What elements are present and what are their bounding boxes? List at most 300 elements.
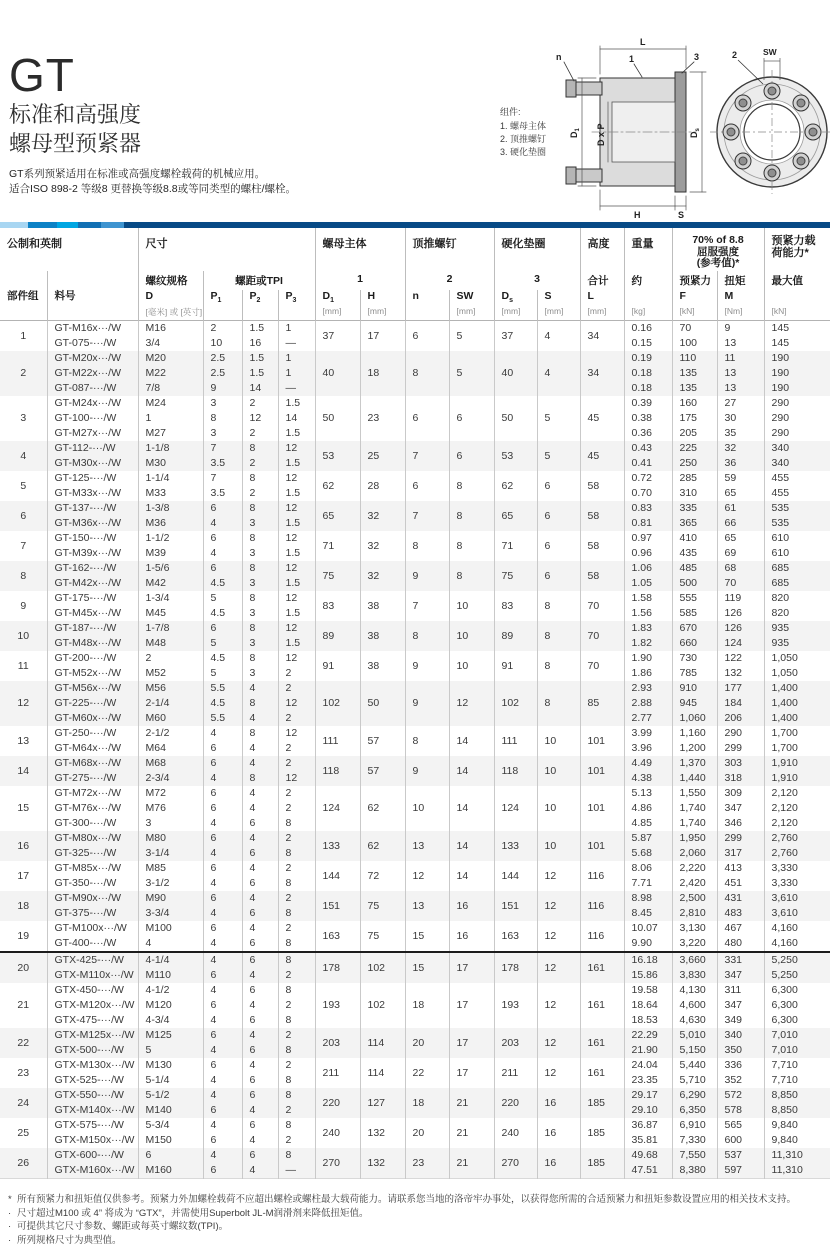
cell-p1: 5 <box>203 666 242 681</box>
cell-weight-kg: 21.90 <box>624 1043 672 1058</box>
cell-preload-f: 2,810 <box>672 906 717 921</box>
cell-d: 1-1/4 <box>138 471 203 486</box>
cell-max-load: 535 <box>764 516 830 531</box>
cell-s: 10 <box>537 726 580 756</box>
table-row <box>0 561 830 576</box>
part-group-number: 18 <box>0 891 47 921</box>
cell-preload-f: 2,420 <box>672 876 717 891</box>
cell-p2: 4 <box>242 1133 278 1148</box>
cell-max-load: 820 <box>764 606 830 621</box>
col-header-d1: $D_1$ <box>315 290 360 306</box>
cell-h: 57 <box>360 726 405 756</box>
cell-sw: 17 <box>449 1028 494 1058</box>
cell-p3: 2 <box>278 1133 315 1148</box>
cell-p1: 6 <box>203 861 242 876</box>
cell-d1: 50 <box>315 396 360 441</box>
cell-torque-m: 347 <box>717 998 764 1013</box>
cell-d: 3 <box>138 816 203 831</box>
jackbolt-bottom-shaft <box>574 169 602 182</box>
cell-p3: 1.5 <box>278 546 315 561</box>
footnote-marker: * <box>8 1194 12 1205</box>
cell-h: 17 <box>360 321 405 352</box>
cell-preload-f: 670 <box>672 621 717 636</box>
cell-p2: 2 <box>242 396 278 411</box>
cell-preload-f: 2,060 <box>672 846 717 861</box>
cell-weight-kg: 0.18 <box>624 381 672 396</box>
part-number: GT-100-···/W <box>47 411 138 426</box>
cell-d: M22 <box>138 366 203 381</box>
cell-h: 23 <box>360 396 405 441</box>
cell-l: 45 <box>580 396 624 441</box>
cell-max-load: 3,330 <box>764 861 830 876</box>
cell-torque-m: 132 <box>717 666 764 681</box>
part-number: GT-M80x···/W <box>47 831 138 846</box>
cell-d: M39 <box>138 546 203 561</box>
cell-p2: 8 <box>242 726 278 741</box>
cell-p3: 2 <box>278 756 315 771</box>
cell-preload-f: 1,440 <box>672 771 717 786</box>
cell-p2: 6 <box>242 876 278 891</box>
part-group-number: 15 <box>17 802 30 814</box>
cell-s: 12 <box>537 952 580 983</box>
color-strip-segment <box>101 222 124 228</box>
cell-torque-m: 349 <box>717 1013 764 1028</box>
cell-d1: 102 <box>315 681 360 726</box>
cell-h: 62 <box>360 831 405 861</box>
cell-preload-f: 135 <box>672 366 717 381</box>
cell-d: 1 <box>138 411 203 426</box>
cell-s: 16 <box>537 1088 580 1118</box>
cell-torque-m: 451 <box>717 876 764 891</box>
cell-p1: 6 <box>203 1058 242 1073</box>
cell-preload-f: 250 <box>672 456 717 471</box>
cell-ds: 211 <box>494 1058 537 1088</box>
color-strip-segment <box>0 222 28 228</box>
cell-preload-f: 1,740 <box>672 816 717 831</box>
cell-max-load: 3,330 <box>764 876 830 891</box>
cell-p3: 1 <box>278 321 315 337</box>
cell-p1: 5.5 <box>203 711 242 726</box>
cell-p1: 6 <box>203 1133 242 1148</box>
cell-h: 75 <box>360 921 405 952</box>
cell-s: 6 <box>537 531 580 561</box>
cell-sw: 16 <box>449 921 494 952</box>
cell-p2: 6 <box>242 1088 278 1103</box>
spec-table <box>0 228 830 1179</box>
cell-l: 70 <box>580 591 624 621</box>
cell-d: M45 <box>138 606 203 621</box>
cell-p2: 6 <box>242 1073 278 1088</box>
part-number: GT-M72x···/W <box>47 786 138 801</box>
cell-p1: 4 <box>203 771 242 786</box>
part-number: GT-M90x···/W <box>47 891 138 906</box>
cell-p1: 6 <box>203 621 242 636</box>
subheader-thread-spec: 螺纹规格 <box>138 271 203 290</box>
cell-d: 2-3/4 <box>138 771 203 786</box>
cell-max-load: 6,300 <box>764 998 830 1013</box>
cell-p2: 8 <box>242 441 278 456</box>
cell-preload-f: 2,500 <box>672 891 717 906</box>
cell-weight-kg: 8.98 <box>624 891 672 906</box>
cell-p2: 2 <box>242 426 278 441</box>
part-group-number: 9 <box>20 599 27 612</box>
cell-p3: 12 <box>278 621 315 636</box>
cell-p1: 5 <box>203 636 242 651</box>
cell-torque-m: 346 <box>717 816 764 831</box>
cell-torque-m: 122 <box>717 651 764 666</box>
cell-torque-m: 480 <box>717 936 764 952</box>
cell-max-load: 820 <box>764 591 830 606</box>
cell-torque-m: 336 <box>717 1058 764 1073</box>
cell-p3: 8 <box>278 1073 315 1088</box>
cell-preload-f: 435 <box>672 546 717 561</box>
subheader-item-2: 2 <box>405 271 494 290</box>
cell-preload-f: 5,150 <box>672 1043 717 1058</box>
cell-max-load: 7,010 <box>764 1028 830 1043</box>
cell-d: M20 <box>138 351 203 366</box>
cell-l: 101 <box>580 726 624 756</box>
cell-p1: 4.5 <box>203 606 242 621</box>
cell-weight-kg: 1.05 <box>624 576 672 591</box>
cell-h: 132 <box>360 1148 405 1179</box>
cell-weight-kg: 1.58 <box>624 591 672 606</box>
cell-preload-f: 7,330 <box>672 1133 717 1148</box>
cell-weight-kg: 18.64 <box>624 998 672 1013</box>
legend-item-washer: 3. 硬化垫圈 <box>500 147 547 157</box>
cell-p2: 4 <box>242 711 278 726</box>
cell-torque-m: 331 <box>717 952 764 968</box>
callout-1: 1 <box>629 54 635 64</box>
cell-p1: 4 <box>203 816 242 831</box>
cell-p2: 6 <box>242 1148 278 1163</box>
cell-p2: 8 <box>242 561 278 576</box>
cell-p1: 7 <box>203 441 242 456</box>
cell-max-load: 1,050 <box>764 651 830 666</box>
cell-p3: 14 <box>278 411 315 426</box>
cell-max-load: 5,250 <box>764 968 830 983</box>
cell-torque-m: 311 <box>717 983 764 998</box>
cell-weight-kg: 36.87 <box>624 1118 672 1133</box>
cell-max-load: 9,840 <box>764 1133 830 1148</box>
part-number: GT-M64x···/W <box>47 741 138 756</box>
footnotes <box>8 1193 822 1247</box>
cell-weight-kg: 2.77 <box>624 711 672 726</box>
cell-p3: 2 <box>278 741 315 756</box>
cell-h: 102 <box>360 952 405 983</box>
cell-s: 12 <box>537 891 580 921</box>
part-group-number: 11 <box>17 659 29 672</box>
cell-p1: 3.5 <box>203 456 242 471</box>
cell-n: 15 <box>405 952 449 983</box>
cell-p2: 4 <box>242 681 278 696</box>
cell-ds: 89 <box>494 621 537 651</box>
section-metric-imperial: 公制和英制 <box>7 238 62 250</box>
cell-n: 18 <box>405 983 449 1028</box>
cell-torque-m: 303 <box>717 756 764 771</box>
cell-s: 10 <box>537 756 580 786</box>
cell-weight-kg: 0.39 <box>624 396 672 411</box>
cell-weight-kg: 0.41 <box>624 456 672 471</box>
cell-l: 58 <box>580 471 624 501</box>
cell-p3: 1 <box>278 351 315 366</box>
cell-p2: 3 <box>242 606 278 621</box>
cell-preload-f: 1,550 <box>672 786 717 801</box>
page-header <box>0 0 830 222</box>
cell-torque-m: 119 <box>717 591 764 606</box>
subheader-torque: 扭矩 <box>717 271 764 290</box>
cell-weight-kg: 1.56 <box>624 606 672 621</box>
cell-weight-kg: 0.43 <box>624 441 672 456</box>
col-header-f: F <box>672 290 717 306</box>
cell-max-load: 935 <box>764 621 830 636</box>
part-group-number: 17 <box>17 869 30 882</box>
cell-p1: 6 <box>203 998 242 1013</box>
cell-ds: 91 <box>494 651 537 681</box>
cell-weight-kg: 0.96 <box>624 546 672 561</box>
cell-l: 161 <box>580 1058 624 1088</box>
subheader-preload: 预紧力 <box>672 271 717 290</box>
footnote-text: 可提供其它尺寸参数、螺距或每英寸螺纹数(TPI)。 <box>17 1221 229 1232</box>
part-group-number: 5 <box>20 479 27 492</box>
cell-d: 1-3/8 <box>138 501 203 516</box>
table-row <box>0 952 830 968</box>
subheader-item-3: 3 <box>494 271 580 290</box>
cell-sw: 21 <box>449 1148 494 1179</box>
cell-max-load: 3,610 <box>764 891 830 906</box>
cell-max-load: 7,710 <box>764 1073 830 1088</box>
col-header-s: S <box>537 290 580 306</box>
cell-weight-kg: 19.58 <box>624 983 672 998</box>
cell-max-load: 7,010 <box>764 1043 830 1058</box>
cross-section-view <box>556 37 706 220</box>
subheader-max: 最大值 <box>764 271 830 290</box>
cell-max-load: 935 <box>764 636 830 651</box>
part-number: GTX-M120x···/W <box>47 998 138 1013</box>
cell-p3: 1.5 <box>278 606 315 621</box>
cell-weight-kg: 0.16 <box>624 321 672 337</box>
cell-n: 12 <box>405 861 449 891</box>
cell-p3: 2 <box>278 786 315 801</box>
cell-max-load: 8,850 <box>764 1088 830 1103</box>
cell-n: 7 <box>405 441 449 471</box>
cell-max-load: 7,710 <box>764 1058 830 1073</box>
cell-d: M80 <box>138 831 203 846</box>
unit-p2 <box>242 306 278 321</box>
cell-p2: 4 <box>242 831 278 846</box>
cell-preload-f: 500 <box>672 576 717 591</box>
cell-weight-kg: 49.68 <box>624 1148 672 1163</box>
cell-s: 12 <box>537 1058 580 1088</box>
cell-d: 2 <box>138 651 203 666</box>
cell-weight-kg: 23.35 <box>624 1073 672 1088</box>
cell-l: 161 <box>580 983 624 1028</box>
cell-p2: 3 <box>242 516 278 531</box>
cell-max-load: 11,310 <box>764 1163 830 1179</box>
table-row <box>0 1028 830 1043</box>
cell-preload-f: 785 <box>672 666 717 681</box>
cell-p1: 4 <box>203 983 242 998</box>
subheader-total: 合计 <box>580 271 624 290</box>
cell-d1: 71 <box>315 531 360 561</box>
cell-p2: 6 <box>242 1118 278 1133</box>
col-header-sw: SW <box>449 290 494 306</box>
cell-weight-kg: 5.87 <box>624 831 672 846</box>
table-row <box>0 861 830 876</box>
part-number: GT-112-···/W <box>47 441 138 456</box>
cell-p2: 8 <box>242 591 278 606</box>
footnote <box>8 1234 822 1248</box>
cell-d: M140 <box>138 1103 203 1118</box>
table-row <box>0 726 830 741</box>
footnote-marker: · <box>8 1234 12 1246</box>
cell-d: 6 <box>138 1148 203 1163</box>
callout-2: 2 <box>732 50 738 60</box>
cell-torque-m: 206 <box>717 711 764 726</box>
section-hardened-washer: 硬化垫圈 <box>494 228 580 271</box>
cell-l: 70 <box>580 621 624 651</box>
dim-label-H: H <box>634 210 641 220</box>
part-number: GT-150-···/W <box>47 531 138 546</box>
cell-d1: 118 <box>315 756 360 786</box>
cell-preload-f: 3,830 <box>672 968 717 983</box>
part-group-number: 2 <box>0 351 47 396</box>
part-number: GT-M20x···/W <box>47 351 138 366</box>
cell-p1: 4 <box>203 1073 242 1088</box>
cell-sw: 8 <box>449 531 494 561</box>
cell-weight-kg: 4.86 <box>624 801 672 816</box>
cell-p2: 1.5 <box>242 366 278 381</box>
callout-3: 3 <box>694 52 700 62</box>
table-row <box>0 1148 830 1163</box>
part-group-number: 21 <box>17 999 30 1011</box>
cell-p3: 12 <box>278 471 315 486</box>
cell-h: 62 <box>360 786 405 831</box>
cell-p3: — <box>278 381 315 396</box>
cell-weight-kg: 1.06 <box>624 561 672 576</box>
cell-s: 8 <box>537 621 580 651</box>
cell-ds: 75 <box>494 561 537 591</box>
cell-p3: 8 <box>278 983 315 998</box>
cell-preload-f: 365 <box>672 516 717 531</box>
cell-h: 38 <box>360 621 405 651</box>
cell-sw: 8 <box>449 471 494 501</box>
cell-sw: 21 <box>449 1088 494 1118</box>
table-row <box>0 396 830 411</box>
cell-p1: 3 <box>203 396 242 411</box>
cell-preload-f: 285 <box>672 471 717 486</box>
part-number: GT-125-···/W <box>47 471 138 486</box>
cell-max-load: 145 <box>764 321 830 337</box>
cell-p1: 7 <box>203 471 242 486</box>
col-header-p2: $P_2$ <box>242 290 278 306</box>
cell-l: 58 <box>580 501 624 531</box>
cell-max-load: 1,910 <box>764 756 830 771</box>
cell-d: 5-3/4 <box>138 1118 203 1133</box>
cell-weight-kg: 0.19 <box>624 351 672 366</box>
cell-d: 1-1/8 <box>138 441 203 456</box>
cell-max-load: 190 <box>764 351 830 366</box>
cell-weight-kg: 0.83 <box>624 501 672 516</box>
unit-p3 <box>278 306 315 321</box>
dim-label-DxP: D x P <box>596 123 606 146</box>
cell-p1: 4 <box>203 906 242 921</box>
part-number: GTX-600-···/W <box>47 1148 138 1163</box>
cell-d1: 151 <box>315 891 360 921</box>
cell-n: 20 <box>405 1118 449 1148</box>
cell-ds: 71 <box>494 531 537 561</box>
cell-n: 6 <box>405 396 449 441</box>
color-strip <box>0 222 830 228</box>
cell-p3: 2 <box>278 891 315 906</box>
cell-ds: 83 <box>494 591 537 621</box>
cell-preload-f: 555 <box>672 591 717 606</box>
footnote-text: 尺寸超过M100 或 4” 将成为 “GTX”，并需使用Superbolt JL-M润滑剂来降低扭矩值。 <box>17 1207 369 1219</box>
part-group-number: 20 <box>0 952 47 983</box>
cell-d: M110 <box>138 968 203 983</box>
cell-max-load: 190 <box>764 381 830 396</box>
cell-torque-m: 340 <box>717 1028 764 1043</box>
cell-p1: 10 <box>203 336 242 351</box>
cell-p2: 6 <box>242 983 278 998</box>
unit-max: [kN] <box>764 306 830 321</box>
cell-d: M130 <box>138 1058 203 1073</box>
cell-torque-m: 299 <box>717 831 764 846</box>
cell-s: 16 <box>537 1118 580 1148</box>
cell-torque-m: 66 <box>717 516 764 531</box>
page-description <box>9 167 296 197</box>
cell-ds: 124 <box>494 786 537 831</box>
cell-torque-m: 27 <box>717 396 764 411</box>
cell-preload-f: 2,220 <box>672 861 717 876</box>
col-header-part-group: 部件组 <box>7 290 39 302</box>
cell-s: 8 <box>537 681 580 726</box>
cell-d: 5-1/2 <box>138 1088 203 1103</box>
cell-d: M160 <box>138 1163 203 1179</box>
cell-h: 32 <box>360 531 405 561</box>
cell-sw: 14 <box>449 831 494 861</box>
cell-p2: 8 <box>242 651 278 666</box>
part-number: GT-M16x···/W <box>47 321 138 337</box>
cell-p2: 4 <box>242 1103 278 1118</box>
part-group-number: 14 <box>0 756 47 786</box>
cell-p3: 2 <box>278 998 315 1013</box>
cell-p3: 1 <box>278 366 315 381</box>
cell-d1: 220 <box>315 1088 360 1118</box>
cell-torque-m: 9 <box>717 321 764 337</box>
table-row <box>0 441 830 456</box>
cell-weight-kg: 0.18 <box>624 366 672 381</box>
cell-p3: 2 <box>278 968 315 983</box>
cell-preload-f: 70 <box>672 321 717 337</box>
cell-n: 20 <box>405 1028 449 1058</box>
cell-torque-m: 318 <box>717 771 764 786</box>
cell-preload-f: 205 <box>672 426 717 441</box>
cell-weight-kg: 0.81 <box>624 516 672 531</box>
unit-h: [mm] <box>360 306 405 321</box>
header-sub-row <box>0 271 830 290</box>
cell-weight-kg: 10.07 <box>624 921 672 936</box>
unit-l: [mm] <box>580 306 624 321</box>
cell-h: 32 <box>360 561 405 591</box>
table-row <box>0 681 830 696</box>
cell-torque-m: 32 <box>717 441 764 456</box>
cell-l: 34 <box>580 351 624 396</box>
cell-ds: 118 <box>494 756 537 786</box>
cell-ds: 144 <box>494 861 537 891</box>
cell-n: 13 <box>405 891 449 921</box>
part-number: GT-M52x···/W <box>47 666 138 681</box>
cell-torque-m: 35 <box>717 426 764 441</box>
